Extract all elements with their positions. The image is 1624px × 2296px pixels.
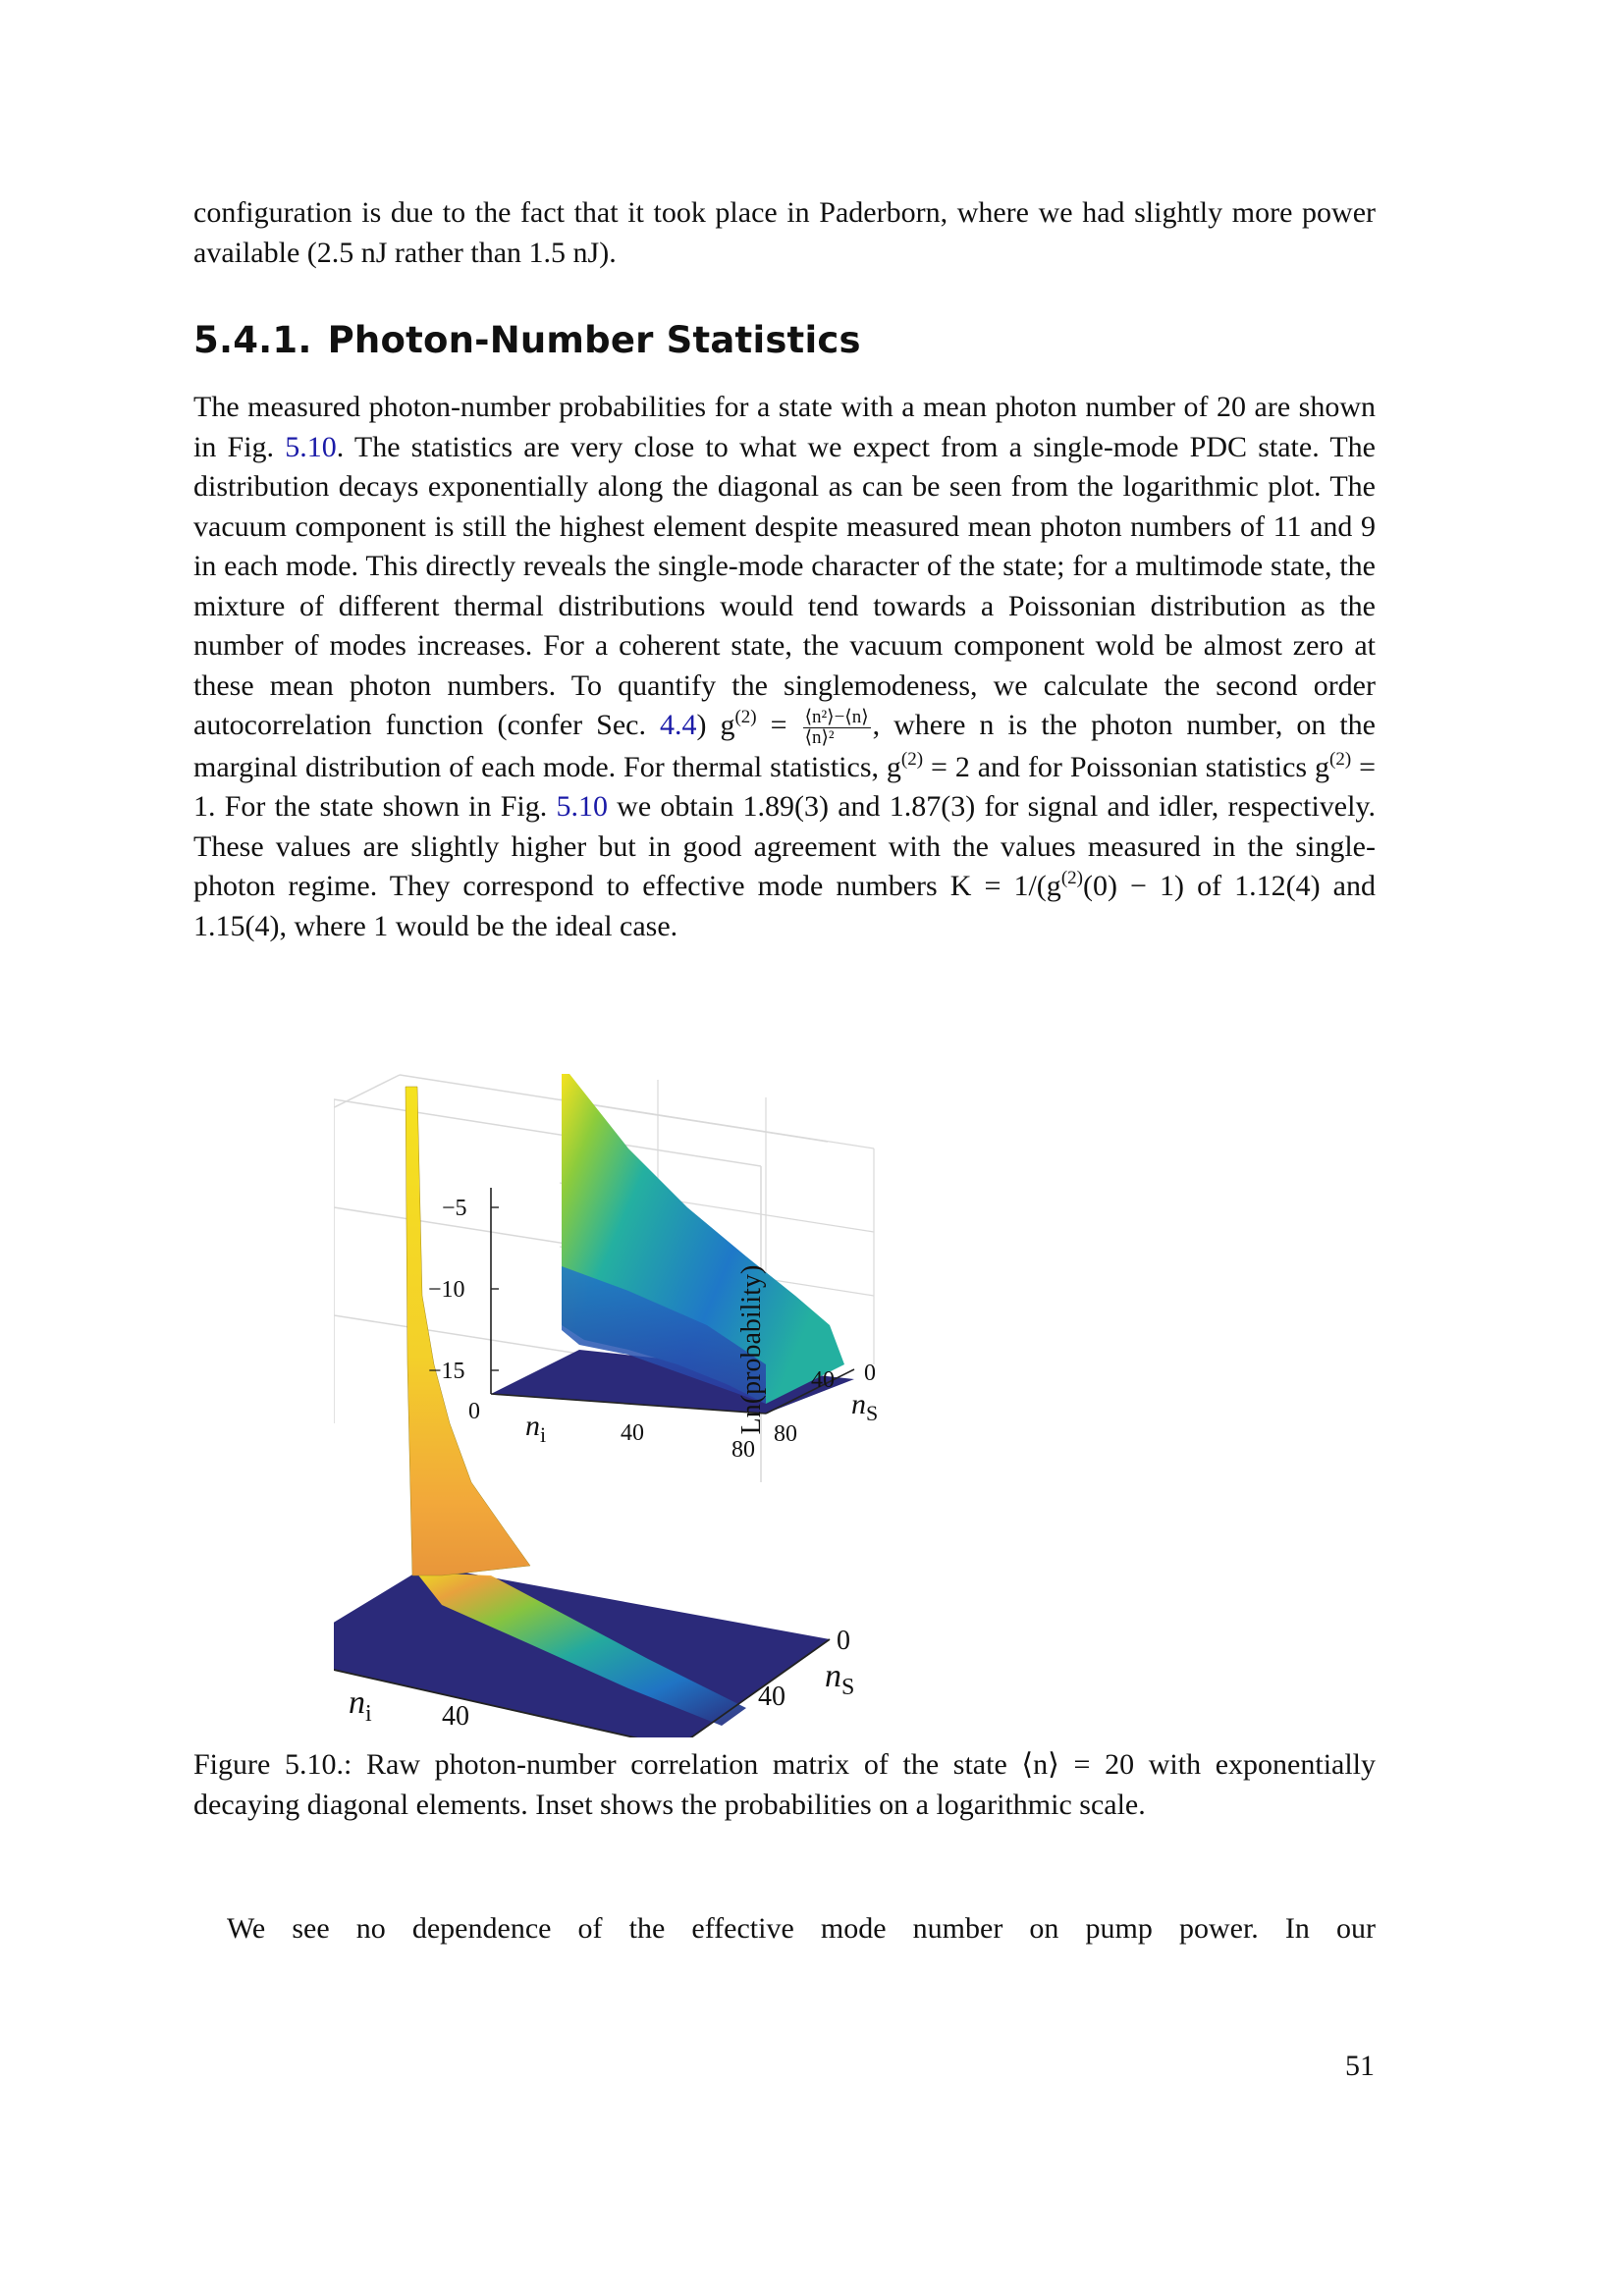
section-heading	[193, 319, 861, 361]
body-paragraph	[193, 388, 1376, 946]
main-y-tick-40: 40	[758, 1682, 785, 1712]
g2-superscript-thermal: (2)	[900, 748, 924, 770]
equals-sign: =	[756, 709, 801, 741]
autocorrelation-fraction	[803, 708, 871, 748]
intro-text: configuration is due to the fact that it took place in Paderborn, where we had slightly more power available (2.5 nJ rather than 1.5 nJ).	[193, 196, 1376, 269]
section-number: 5.4.1.	[193, 319, 312, 361]
figure-reference-link-2[interactable]: 5.10	[556, 790, 608, 824]
caption-text: Raw photon-number correlation matrix of the state ⟨n⟩ = 20 with exponentially decaying diagonal elements. Inset shows the probabilities on a logarithmic scale.	[193, 1748, 1377, 1821]
fraction-denominator: ⟨n⟩²	[804, 726, 835, 748]
fraction-numerator: ⟨n²⟩−⟨n⟩	[804, 706, 869, 727]
section-reference-link[interactable]: 4.4	[659, 709, 697, 741]
section-title: Photon-Number Statistics	[327, 319, 861, 361]
main-x-tick-40: 40	[442, 1701, 469, 1732]
body-text-f: = 1. For the state shown in Fig.	[193, 750, 1376, 824]
caption-label: Figure 5.10.:	[193, 1748, 352, 1781]
inset-y-tick-0: 0	[864, 1361, 876, 1386]
main-y-axis-label: $n_S$	[825, 1658, 855, 1700]
body-text-e: = 2 and for Poissonian statistics g	[923, 750, 1329, 783]
inset-z-axis-label: Ln(probability)	[736, 1264, 767, 1435]
correlation-matrix-plot	[334, 1070, 1257, 1737]
inset-x-tick-80: 80	[731, 1437, 755, 1463]
g2-superscript: (2)	[734, 707, 757, 727]
inset-y-tick-40: 40	[811, 1367, 835, 1393]
inset-x-axis-label: $n_i$	[525, 1410, 547, 1447]
body-text-a: The measured photon-number probabilities for a state with a mean photon number of 20 are shown in Fig.	[193, 391, 1376, 463]
intro-paragraph	[193, 193, 1376, 273]
body-text-h: (0) − 1) of 1.12(4) and 1.15(4), where 1 would be the ideal case.	[193, 870, 1376, 942]
main-x-axis-label: $n_i$	[349, 1684, 372, 1727]
main-y-tick-80	[682, 1734, 710, 1737]
body-text-d: , where n is the photon number, on the marginal distribution of each mode. For thermal statistics, g	[193, 709, 1376, 783]
inset-y-tick-80: 80	[774, 1421, 797, 1447]
figure-reference-link[interactable]: 5.10	[285, 430, 337, 463]
body-text-g: we obtain 1.89(3) and 1.87(3) for signal and idler, respectively. These values are slightly higher but in good agreement with the values measured in the single-photon regime. They correspond to effective mode numbers K = 1/(g	[193, 790, 1376, 903]
g2-superscript-poisson: (2)	[1329, 748, 1352, 770]
inset-x-tick-40: 40	[621, 1420, 644, 1446]
body-text-b: . The statistics are very close to what we expect from a single-mode PDC state. The distribution decays exponentially along the diagonal as can be seen from the logarithmic plot. The vacuum component is still the highest element despite measured mean photon numbers of 11 and 9 in each mode. This directly reveals the single-mode character of the state; for a multimode state, the mixture of different thermal distributions would tend towards a Poissonian distribution as the number of modes increases. For a coherent state, the vacuum component wold be almost zero at these mean photon numbers. To quantify the singlemodeness, we calculate the second order autocorrelation function (confer Sec.	[193, 430, 1376, 741]
inset-y-axis-label: $n_S$	[851, 1388, 879, 1425]
inset-z-tick-minus5: −5	[442, 1196, 467, 1221]
closing-paragraph	[193, 1909, 1376, 1949]
closing-text: We see no dependence of the effective mode number on pump power. In our	[227, 1912, 1376, 1945]
g2-superscript-mode: (2)	[1060, 868, 1083, 889]
figure-caption	[193, 1745, 1376, 1825]
main-y-tick-0: 0	[837, 1626, 850, 1656]
inset-z-tick-minus10: −10	[428, 1277, 465, 1303]
body-text-c: ) g	[696, 709, 735, 741]
inset-z-ticks	[428, 1196, 467, 1384]
vacuum-peak	[406, 1087, 530, 1575]
figure-5-10	[334, 1070, 1257, 1737]
page-number: 51	[1345, 2050, 1375, 2082]
inset-x-tick-0: 0	[468, 1399, 480, 1424]
inset-z-tick-minus15: −15	[428, 1359, 465, 1384]
